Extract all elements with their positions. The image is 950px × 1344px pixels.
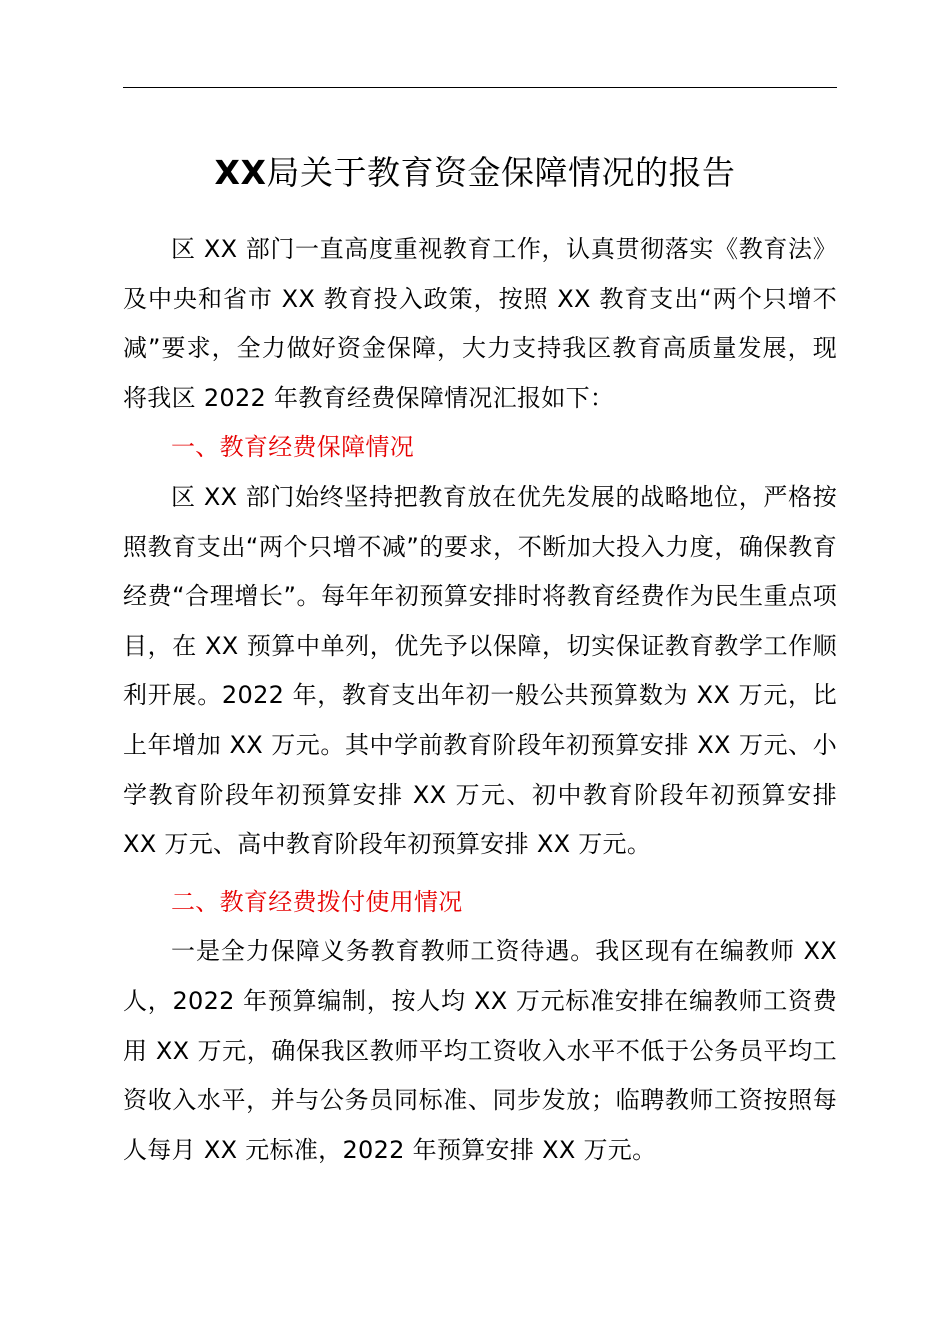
section-paragraph-2: 一是全力保障义务教育教师工资待遇。我区现有在编教师 XX 人，2022 年预算编制，按人均 XX 万元标准安排在编教师工资费用 XX 万元，确保我区教师平均工资收入水平不低于公务员平均工资收入水平，并与公务员同标准、同步发放；临聘教师工资按照每人每月 XX 元标准，2022 年预算安排 XX 万元。 [123,937,837,1164]
section-heading-2: 二、教育经费拨付使用情况 [171,887,463,916]
section-paragraph-1: 区 XX 部门始终坚持把教育放在优先发展的战略地位，严格按照教育支出“两个只增不减”的要求，不断加大投入力度，确保教育经费“合理增长”。每年年初预算安排时将教育经费作为民生重点项目，在 XX 预算中单列，优先予以保障，切实保证教育教学工作顺利开展。2022 年，教育支出年初一般公共预算数为 XX 万元，比上年增加 XX 万元。其中学前教育阶段年初预算安排 XX 万元、小学教育阶段年初预算安排 XX 万元、初中教育阶段年初预算安排 XX 万元、高中教育阶段年初预算安排 XX 万元。 [123,482,837,859]
document-title [0,148,950,198]
title-code: XX [214,153,267,192]
title-text: 局关于教育资金保障情况的报告 [266,153,736,192]
section-heading-1: 一、教育经费保障情况 [171,433,414,462]
section-spacer [123,870,837,878]
document-body [123,225,837,1175]
intro-paragraph: 区 XX 部门一直高度重视教育工作，认真贯彻落实《教育法》及中央和省市 XX 教育投入政策，按照 XX 教育支出“两个只增不减”要求，全力做好资金保障，大力支持我区教育高质量发展，现将我区 2022 年教育经费保障情况汇报如下： [123,235,837,412]
header-rule [123,87,837,88]
